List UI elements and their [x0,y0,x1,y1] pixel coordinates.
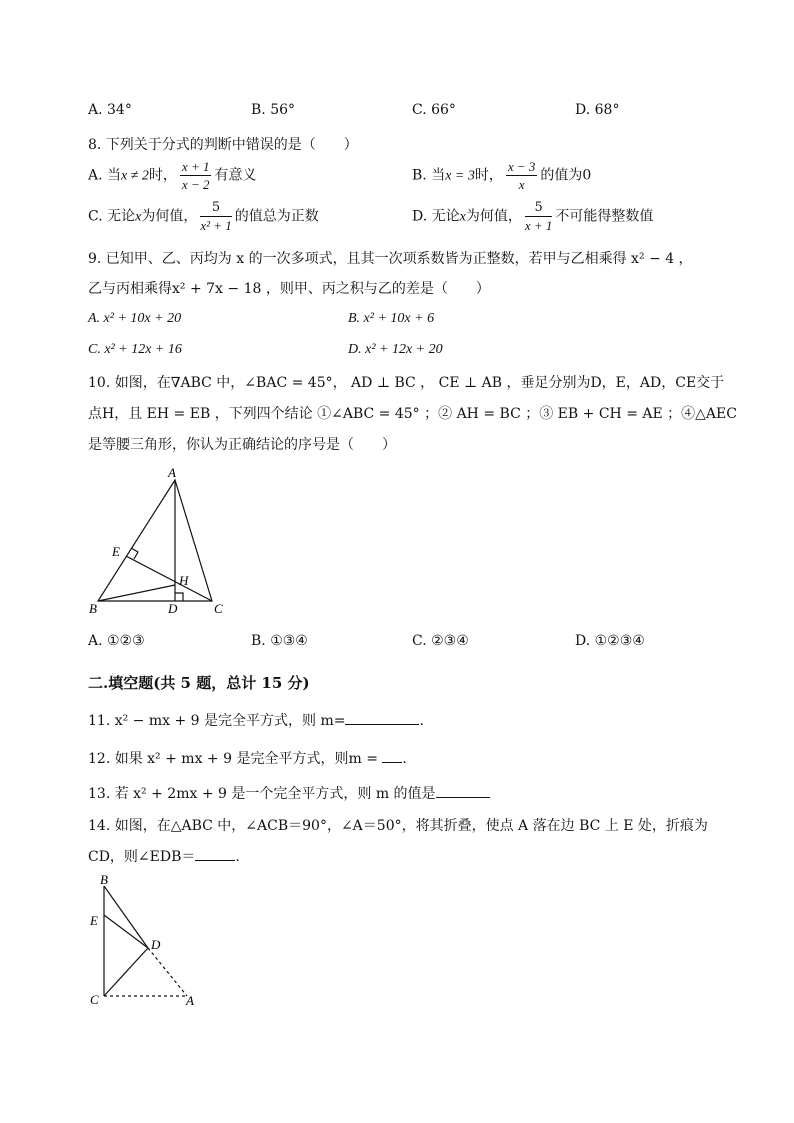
fold-cd [104,948,148,996]
q9-option-c: C. x² + 12x + 16 [88,342,182,357]
q8-b-cond: x = 3 [445,168,475,184]
q8-a-fraction [180,158,212,193]
q13 [88,783,490,803]
q10-triangle-figure [80,462,240,622]
label-b: B [89,601,97,616]
q8-d-post: 不可能得整数值 [555,208,654,225]
q11 [88,710,424,730]
q8-d-var: x [459,209,466,225]
q8-b-mid: 时， [474,167,503,184]
label-c-fold: C [90,992,99,1007]
q8-c-num: 5 [200,199,231,217]
q9-line-1: 9. 已知甲、乙、丙均为 x 的一次多项式，且其一次项系数皆为正整数，若甲与乙相乘得 x² − 4 ， [88,251,693,267]
q10-option-c: C. ②③④ [412,633,469,649]
q8-d-mid: 为何值， [465,208,522,225]
q8-c-fraction [200,199,231,234]
q11-answer-blank[interactable] [345,710,419,725]
segment-bh [98,585,175,601]
q8-c-mid: 为何值， [141,208,198,225]
q8-option-d [412,199,653,234]
altitude-ce [126,556,212,601]
q8-option-c [88,199,319,234]
label-a: A [168,465,176,480]
q8-b-den: x [518,177,525,192]
q8-a-num: x + 1 [181,159,210,174]
label-c: C [214,601,223,616]
q9-option-d: D. x² + 12x + 20 [348,342,443,357]
q8-option-b [412,158,591,193]
q9-option-a: A. x² + 10x + 20 [88,311,182,326]
q8-c-den: x² + 1 [200,218,232,233]
q8-a-mid: 时， [148,167,177,184]
q8-a-post: 有意义 [214,167,257,184]
q8-a-cond: x ≠ 2 [121,168,149,184]
q8-d-pre: D. 无论 [412,208,460,225]
q10-line-1: 10. 如图，在∇ABC 中，∠BAC = 45°， AD ⊥ BC ， CE ⊥ AB ，垂足分别为D，E，AD，CE交于 [88,375,725,391]
q9-line-2: 乙与丙相乘得x² + 7x − 18 ，则甲、丙之积与乙的差是（ ） [88,281,490,297]
q14-line-2-text: CD，则∠EDB＝ [88,849,196,865]
q7-option-b: B. 56° [251,102,296,118]
q8-option-a [88,158,256,193]
q8-b-post: 的值为0 [540,167,592,184]
q8-c-post: 的值总为正数 [234,208,319,225]
q8-b-pre: B. 当 [412,167,446,184]
q14-line-1: 14. 如图，在△ABC 中，∠ACB＝90°，∠A＝50°，将其折叠，使点 A 落在边 BC 上 E 处，折痕为 [88,818,708,834]
q8-b-num: x − 3 [507,159,536,174]
label-e: E [112,544,120,559]
q13-text: 13. 若 x² + 2mx + 9 是一个完全平方式，则 m 的值是 [88,786,436,802]
q10-line-3: 是等腰三角形，你认为正确结论的序号是（ ） [88,437,396,453]
label-d-fold: D [151,937,161,952]
label-d: D [168,601,178,616]
label-a-fold: A [186,993,194,1008]
q14-answer-blank[interactable] [195,846,235,861]
label-h: H [179,573,189,588]
q11-post: . [419,713,424,729]
q8-c-pre: C. 无论 [88,208,136,225]
segment-ed [104,915,148,948]
label-b-fold: B [100,872,108,887]
q11-text: 11. x² − mx + 9 是完全平方式，则 m= [88,713,346,729]
label-e-fold: E [90,913,98,928]
q8-a-den: x − 2 [181,177,210,192]
q12-post: . [402,751,407,767]
right-angle-d [175,593,183,601]
q7-option-a: A. 34° [88,102,132,118]
q14-post: . [235,849,240,865]
q8-d-den: x + 1 [524,218,553,233]
q10-option-a: A. ①②③ [88,633,145,649]
q12-text: 12. 如果 x² + mx + 9 是完全平方式，则m = [88,751,383,767]
q14-fold-figure [80,872,210,1012]
q12 [88,748,407,768]
right-angle-e [131,548,138,559]
q7-option-d: D. 68° [575,102,620,118]
q8-b-fraction [506,158,538,193]
q10-line-2: 点H，且 EH = EB ，下列四个结论 ①∠ABC = 45° ；② AH = BC ；③ EB + CH = AE ；④△AEC [88,406,737,422]
q9-option-b: B. x² + 10x + 6 [348,311,435,326]
q8-a-pre: A. 当 [88,167,122,184]
q12-answer-blank[interactable] [382,748,402,763]
q10-option-b: B. ①③④ [251,633,308,649]
dashed-da [148,948,187,996]
q8-c-var: x [135,209,142,225]
q7-option-c: C. 66° [412,102,456,118]
q14-line-2 [88,846,240,866]
q13-answer-blank[interactable] [436,783,490,798]
q8-d-num: 5 [525,199,553,217]
segment-bd [104,886,148,948]
q8-d-fraction [525,199,553,234]
section-2-title: 二.填空题(共 5 题，总计 15 分) [88,674,310,692]
q10-option-d: D. ①②③④ [575,633,645,649]
q8-stem: 8. 下列关于分式的判断中错误的是（ ） [88,137,358,153]
triangle-abc [98,480,212,601]
